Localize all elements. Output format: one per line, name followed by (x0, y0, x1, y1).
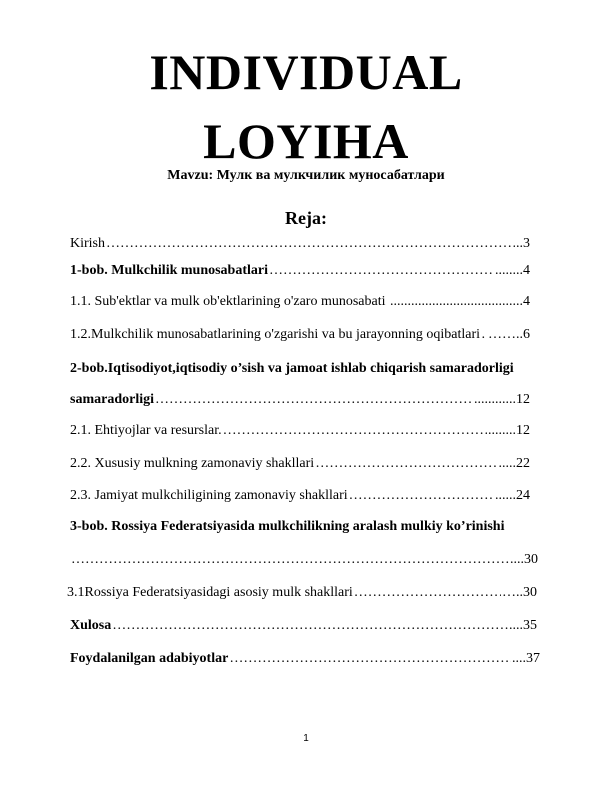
toc-entry-text: 1.2.Mulkchilik munosabatlarining o'zgarishi va bu jarayonning oqibatlari (70, 327, 480, 342)
leader-dots (106, 236, 515, 252)
leader-dots (112, 618, 508, 634)
toc-entry-1-1 (70, 294, 530, 310)
toc-entry-chapter-3-cont (70, 552, 538, 568)
toc-entry-page: ........12 (488, 423, 530, 438)
toc-entry-page: ............12 (474, 392, 530, 407)
document-title-line-1: INDIVIDUAL (149, 44, 463, 100)
leader-dots (223, 423, 487, 439)
toc-entry-text: Xulosa (70, 618, 112, 633)
leader-dots (71, 552, 509, 568)
toc-entry-page: ....30 (510, 552, 538, 567)
toc-entry-chapter-2-cont (70, 392, 530, 408)
leader-dots (229, 651, 511, 667)
toc-entry-page: ......................................4 (390, 294, 530, 309)
toc-entry-page: ......24 (495, 488, 530, 503)
leader-dots (349, 488, 494, 504)
toc-entry-text: 2.3. Jamiyat mulkchiligining zamonaviy shakllari (70, 488, 348, 503)
toc-entry-2-1 (70, 423, 530, 439)
toc-entry-kirish (70, 236, 530, 252)
toc-entry-text: Kirish (70, 236, 105, 251)
toc-entry-text (70, 519, 504, 535)
toc-entry-page: …..30 (502, 585, 537, 600)
toc-entry-references (70, 651, 540, 667)
toc-entry-page: ..3 (516, 236, 530, 251)
leader-dots (155, 392, 473, 408)
chapter-title: . Rossiya Federatsiyasida mulkchilikning aralash mulkiy ko’rinishi (104, 519, 505, 534)
toc-entry-xulosa (70, 618, 537, 634)
toc-entry-page: ....37 (512, 651, 540, 666)
toc-entry-1-2 (70, 327, 530, 343)
toc-entry-2-2 (70, 456, 530, 472)
toc-entry-chapter-3 (70, 519, 540, 535)
toc-entry-text: 3.1Rossiya Federatsiyasidagi asosiy mulk shakllari (67, 585, 353, 600)
leader-dots (269, 263, 494, 279)
leader-dots (481, 327, 487, 343)
toc-entry-chapter-1 (70, 263, 530, 279)
toc-entry-text: 1.1. Sub'ektlar va mulk ob'ektlarining o'zaro munosabati (70, 294, 386, 309)
toc-entry-page: ........4 (495, 263, 530, 278)
page-number: 1 (303, 733, 309, 744)
toc-entry-page: .....22 (498, 456, 530, 471)
toc-entry-chapter-2 (70, 361, 540, 377)
toc-entry-page: ....35 (509, 618, 537, 633)
toc-entry-text: 1-bob. Mulkchilik munosabatlari (70, 263, 268, 278)
toc-entry-text: 2.2. Xususiy mulkning zamonaviy shakllari (70, 456, 315, 471)
document-title-line-2: LOYIHA (203, 113, 409, 169)
toc-entry-3-1 (67, 585, 537, 601)
toc-entry-text: 2.1. Ehtiyojlar va resurslar. (70, 423, 222, 438)
plan-heading: Reja: (285, 208, 327, 228)
toc-entry-2-3 (70, 488, 530, 504)
leader-dots (354, 585, 501, 601)
leader-dots (315, 456, 497, 472)
toc-entry-text: Foydalanilgan adabiyotlar (70, 651, 229, 666)
toc-entry-text: samaradorligi (70, 392, 154, 407)
toc-entry-page: ……..6 (488, 327, 530, 342)
subject-line: Mavzu: Мулк ва мулкчилик муносабатлари (167, 168, 445, 183)
toc-entry-text: 2-bob.Iqtisodiyot,iqtisodiy o’sish va jamoat ishlab chiqarish samaradorligi (70, 361, 514, 376)
chapter-prefix: 3-bob (70, 519, 105, 534)
